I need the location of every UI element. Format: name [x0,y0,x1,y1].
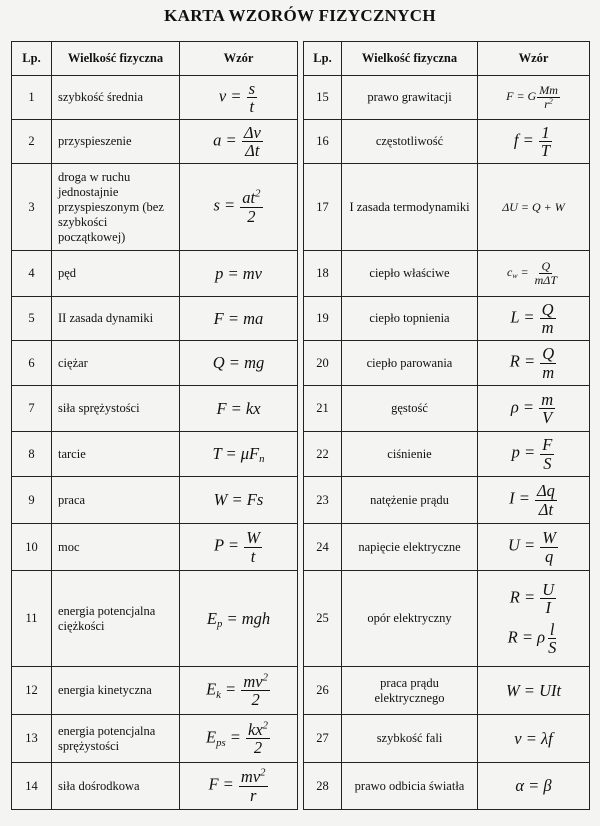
row-name: moc [52,524,180,571]
row-formula: I = $\frac{\Delta q}{\Delta t}$ [478,477,590,524]
row-name: opór elektryczny [342,571,478,667]
row-lp: 7 [12,386,52,432]
header-name: Wielkość fizyczna [52,42,180,76]
row-name: siła sprężystości [52,386,180,432]
row-lp: 12 [12,667,52,715]
row-lp: 14 [12,763,52,810]
row-name: ciepło topnienia [342,297,478,341]
row-name: ciężar [52,341,180,386]
row-name: ciepło właściwe [342,251,478,297]
row-formula: L = $\frac{Q}{m}$ [478,297,590,341]
formula-table-left [11,41,298,810]
row-formula: p = mv [180,251,298,297]
row-name: II zasada dynamiki [52,297,180,341]
row-formula: $E_k$ = $\frac{mv^2}{2}$ [180,667,298,715]
table-row [12,715,298,763]
row-name: prawo grawitacji [342,76,478,120]
row-lp: 15 [304,76,342,120]
row-formula: $E_{ps}$ = $\frac{kx^2}{2}$ [180,715,298,763]
row-name: siła dośrodkowa [52,763,180,810]
row-lp: 11 [12,571,52,667]
row-name: natężenie prądu [342,477,478,524]
row-formula: F = G $\frac{Mm}{r^2}$ [478,76,590,120]
formula-table-right [303,41,590,810]
table-row [12,386,298,432]
table-row [304,763,590,810]
row-formula: W = UIt [478,667,590,715]
row-formula: F = $\frac{mv^2}{r}$ [180,763,298,810]
row-lp: 17 [304,164,342,251]
row-name: I zasada termodynamiki [342,164,478,251]
row-lp: 25 [304,571,342,667]
table-row [304,251,590,297]
row-formula: F = ma [180,297,298,341]
row-name: szybkość fali [342,715,478,763]
table-row [12,164,298,251]
table-row [12,120,298,164]
row-name: szybkość średnia [52,76,180,120]
table-row [304,432,590,477]
row-formula: P = $\frac{W}{t}$ [180,524,298,571]
row-formula: R = $\frac{U}{I}$ R = ρ $\frac{l}{S}$ [478,571,590,667]
table-row [304,524,590,571]
table-header-row [304,42,590,76]
row-formula: F = kx [180,386,298,432]
row-name: gęstość [342,386,478,432]
row-name: energia kinetyczna [52,667,180,715]
row-formula: U = $\frac{W}{q}$ [478,524,590,571]
row-formula: $c_w$ = $\frac{Q}{\text{mΔT}}$ [478,251,590,297]
row-formula: f = $\frac{1}{T}$ [478,120,590,164]
row-lp: 4 [12,251,52,297]
table-row [304,477,590,524]
table-row [12,76,298,120]
row-formula: ρ = $\frac{m}{V}$ [478,386,590,432]
row-lp: 23 [304,477,342,524]
table-row [12,524,298,571]
page-title: KARTA WZORÓW FIZYCZNYCH [164,6,436,25]
row-lp: 6 [12,341,52,386]
header-formula: Wzór [180,42,298,76]
table-row [304,571,590,667]
row-formula: a = $\frac{\Delta v}{\Delta t}$ [180,120,298,164]
table-row [304,76,590,120]
row-name: praca [52,477,180,524]
table-row [304,341,590,386]
table-row [304,667,590,715]
row-lp: 9 [12,477,52,524]
row-lp: 28 [304,763,342,810]
table-row [304,715,590,763]
table-row [12,251,298,297]
row-lp: 10 [12,524,52,571]
row-lp: 8 [12,432,52,477]
row-formula: R = $\frac{Q}{m}$ [478,341,590,386]
header-lp: Lp. [304,42,342,76]
header-formula: Wzór [478,42,590,76]
row-formula: W = Fs [180,477,298,524]
row-formula: Q = mg [180,341,298,386]
table-row [12,571,298,667]
row-lp: 13 [12,715,52,763]
row-formula: s = $\frac{at^2}{2}$ [180,164,298,251]
row-name: napięcie elektryczne [342,524,478,571]
table-row [12,763,298,810]
table-row [12,667,298,715]
row-lp: 21 [304,386,342,432]
row-name: tarcie [52,432,180,477]
row-name: praca prądu elektrycznego [342,667,478,715]
row-formula: $E_p$ = mgh [180,571,298,667]
row-lp: 27 [304,715,342,763]
row-name: częstotliwość [342,120,478,164]
row-formula: ΔU = Q + W [478,164,590,251]
row-lp: 22 [304,432,342,477]
row-name: przyspieszenie [52,120,180,164]
table-row [304,164,590,251]
row-lp: 5 [12,297,52,341]
row-name: prawo odbicia światła [342,763,478,810]
row-lp: 3 [12,164,52,251]
row-name: energia potencjalna ciężkości [52,571,180,667]
row-name: energia potencjalna sprężystości [52,715,180,763]
header-lp: Lp. [12,42,52,76]
table-row [12,341,298,386]
row-lp: 16 [304,120,342,164]
row-lp: 2 [12,120,52,164]
table-row [12,297,298,341]
table-header-row [12,42,298,76]
row-formula: v = λf [478,715,590,763]
row-formula: p = $\frac{F}{S}$ [478,432,590,477]
table-row [304,297,590,341]
row-formula: α = β [478,763,590,810]
row-lp: 1 [12,76,52,120]
row-formula: $T = \mu F_n$ [180,432,298,477]
table-row [12,432,298,477]
row-lp: 26 [304,667,342,715]
row-name: ciśnienie [342,432,478,477]
row-formula: v = $\frac{s}{t}$ [180,76,298,120]
row-lp: 18 [304,251,342,297]
table-row [12,477,298,524]
table-row [304,386,590,432]
row-name: pęd [52,251,180,297]
row-lp: 20 [304,341,342,386]
row-lp: 24 [304,524,342,571]
header-name: Wielkość fizyczna [342,42,478,76]
row-name: droga w ruchu jednostajnie przyspieszonym (bez szybkości początkowej) [52,164,180,251]
row-lp: 19 [304,297,342,341]
table-row [304,120,590,164]
row-name: ciepło parowania [342,341,478,386]
